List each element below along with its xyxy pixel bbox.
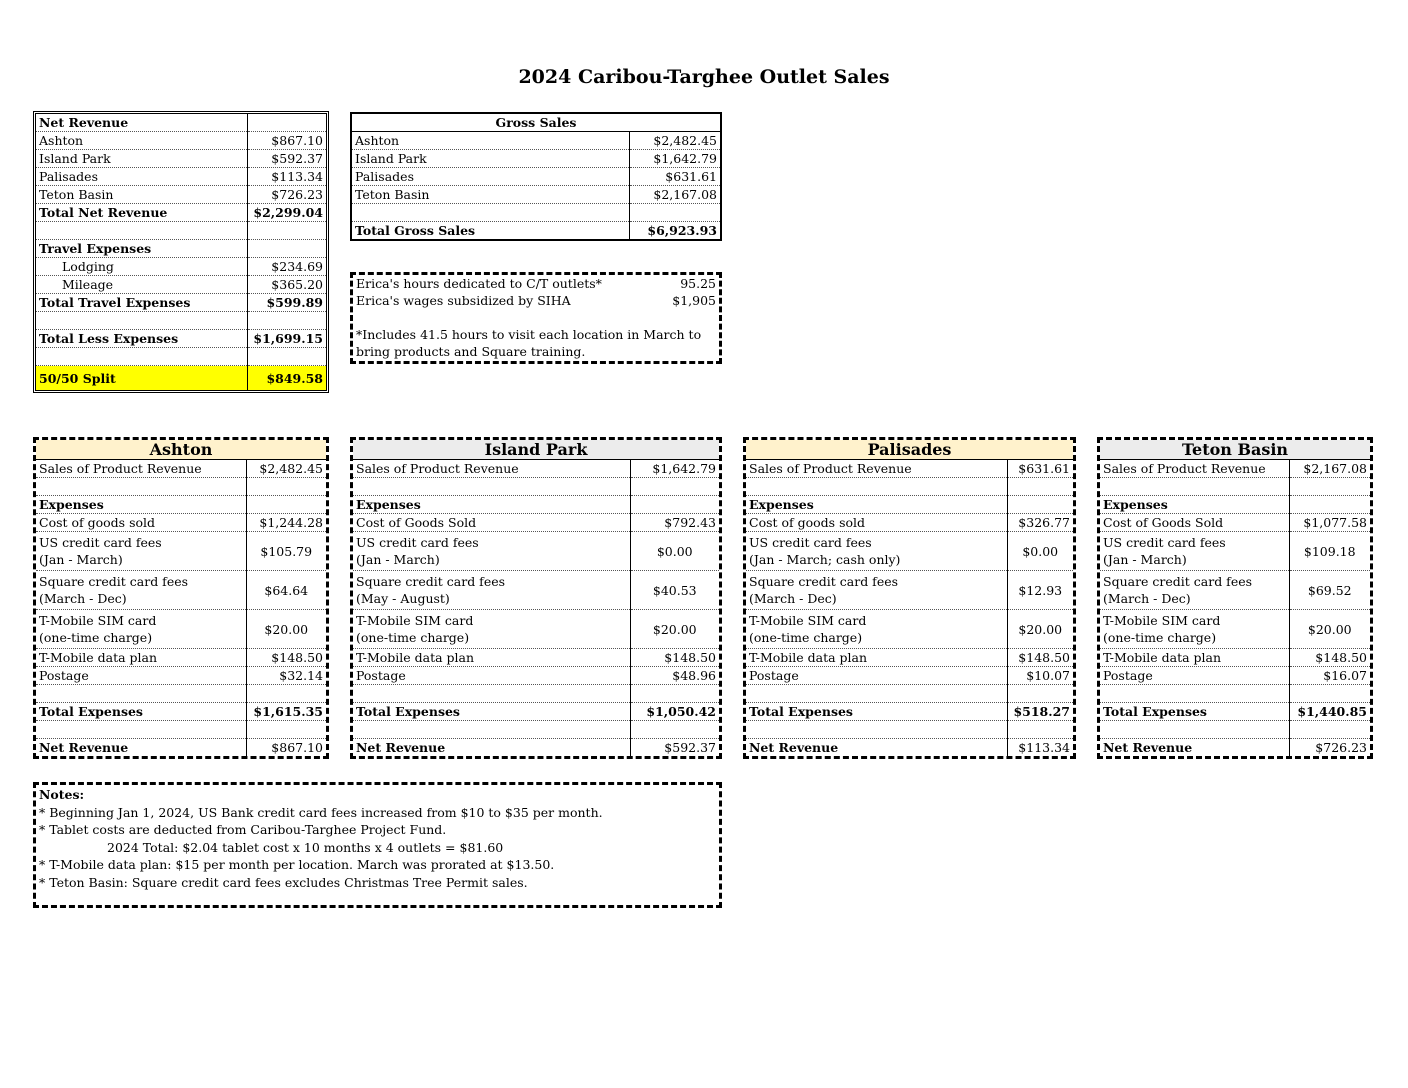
table-row: US credit card fees (Jan - March) $109.18 bbox=[1100, 532, 1370, 571]
table-row: Postage $16.07 bbox=[1100, 667, 1370, 685]
table-row: Palisades $113.34 bbox=[36, 168, 326, 186]
total-expenses-row: Total Expenses $1,440.85 bbox=[1100, 703, 1370, 721]
note-line: * T-Mobile data plan: $15 per month per location. March was prorated at $13.50. bbox=[39, 857, 555, 872]
table-row: Cost of Goods Sold $1,077.58 bbox=[1100, 514, 1370, 532]
table-row: Square credit card fees (March - Dec) $64.64 bbox=[36, 571, 326, 610]
location-table-teton-basin bbox=[1097, 437, 1373, 759]
table-row: Lodging $234.69 bbox=[36, 258, 326, 276]
expenses-header: Expenses bbox=[353, 496, 630, 514]
table-row: Sales of Product Revenue $631.61 bbox=[746, 460, 1073, 478]
table-row: Cost of goods sold $326.77 bbox=[746, 514, 1073, 532]
erica-wages-label: Erica's wages subsidized by SIHA bbox=[356, 293, 571, 308]
erica-hours-box bbox=[350, 272, 722, 364]
table-row: Ashton $867.10 bbox=[36, 132, 326, 150]
location-name: Island Park bbox=[353, 440, 719, 460]
table-row: Teton Basin $726.23 bbox=[36, 186, 326, 204]
page-title: 2024 Caribou-Targhee Outlet Sales bbox=[518, 66, 890, 88]
location-table-palisades bbox=[743, 437, 1076, 759]
total-less-row: Total Less Expenses $1,699.15 bbox=[36, 330, 326, 348]
net-revenue-header: Net Revenue bbox=[36, 114, 247, 132]
note-line: * Beginning Jan 1, 2024, US Bank credit card fees increased from $10 to $35 per month. bbox=[39, 804, 603, 820]
table-row: T-Mobile data plan $148.50 bbox=[36, 649, 326, 667]
table-row: T-Mobile SIM card (one-time charge) $20.00 bbox=[353, 610, 719, 649]
table-row: Island Park $592.37 bbox=[36, 150, 326, 168]
table-row: Square credit card fees (May - August) $40.53 bbox=[353, 571, 719, 610]
location-table-ashton bbox=[33, 437, 329, 759]
erica-wages-value: $1,905 bbox=[672, 293, 716, 308]
net-revenue-row: Net Revenue $592.37 bbox=[353, 739, 719, 757]
note-line: 2024 Total: $2.04 tablet cost x 10 months x 4 outlets = $81.60 bbox=[107, 839, 504, 855]
table-row: Square credit card fees (March - Dec) $69.52 bbox=[1100, 571, 1370, 610]
net-revenue-row: Net Revenue $726.23 bbox=[1100, 739, 1370, 757]
erica-hours-value: 95.25 bbox=[680, 276, 716, 291]
table-row: T-Mobile SIM card (one-time charge) $20.00 bbox=[746, 610, 1073, 649]
expenses-header: Expenses bbox=[746, 496, 1007, 514]
total-expenses-row: Total Expenses $1,050.42 bbox=[353, 703, 719, 721]
table-row: Postage $48.96 bbox=[353, 667, 719, 685]
note-line: * Teton Basin: Square credit card fees excludes Christmas Tree Permit sales. bbox=[39, 874, 528, 890]
note-line: * Tablet costs are deducted from Caribou-Targhee Project Fund. bbox=[39, 822, 447, 837]
table-row: T-Mobile SIM card (one-time charge) $20.00 bbox=[36, 610, 326, 649]
table-row: Sales of Product Revenue $2,167.08 bbox=[1100, 460, 1370, 478]
total-travel-row: Total Travel Expenses $599.89 bbox=[36, 294, 326, 312]
table-row: US credit card fees (Jan - March) $105.79 bbox=[36, 532, 326, 571]
expenses-header: Expenses bbox=[36, 496, 246, 514]
erica-footnote: *Includes 41.5 hours to visit each location in March to bbox=[356, 327, 702, 342]
table-row: T-Mobile data plan $148.50 bbox=[1100, 649, 1370, 667]
table-row: Postage $10.07 bbox=[746, 667, 1073, 685]
gross-sales-table bbox=[350, 112, 722, 241]
table-row: Square credit card fees (March - Dec) $12.93 bbox=[746, 571, 1073, 610]
total-expenses-row: Total Expenses $1,615.35 bbox=[36, 703, 326, 721]
net-revenue-row: Net Revenue $867.10 bbox=[36, 739, 326, 757]
location-name: Palisades bbox=[746, 440, 1073, 460]
table-row: Teton Basin $2,167.08 bbox=[352, 186, 720, 204]
table-row: T-Mobile data plan $148.50 bbox=[353, 649, 719, 667]
table-row: T-Mobile SIM card (one-time charge) $20.00 bbox=[1100, 610, 1370, 649]
gross-sales-header: Gross Sales bbox=[352, 114, 720, 132]
total-net-revenue-row: Total Net Revenue $2,299.04 bbox=[36, 204, 326, 222]
location-name: Teton Basin bbox=[1100, 440, 1370, 460]
location-name: Ashton bbox=[36, 440, 326, 460]
table-row: Cost of Goods Sold $792.43 bbox=[353, 514, 719, 532]
notes-header: Notes: bbox=[39, 787, 85, 802]
table-row: Mileage $365.20 bbox=[36, 276, 326, 294]
erica-footnote: bring products and Square training. bbox=[356, 344, 586, 359]
table-row: US credit card fees (Jan - March) $0.00 bbox=[353, 532, 719, 571]
table-row: Cost of goods sold $1,244.28 bbox=[36, 514, 326, 532]
total-expenses-row: Total Expenses $518.27 bbox=[746, 703, 1073, 721]
table-row: T-Mobile data plan $148.50 bbox=[746, 649, 1073, 667]
notes-box bbox=[33, 782, 722, 908]
table-row: Palisades $631.61 bbox=[352, 168, 720, 186]
table-row: Sales of Product Revenue $2,482.45 bbox=[36, 460, 326, 478]
erica-hours-label: Erica's hours dedicated to C/T outlets* bbox=[356, 276, 602, 291]
location-table-island-park bbox=[350, 437, 722, 759]
total-gross-row: Total Gross Sales $6,923.93 bbox=[352, 222, 720, 240]
table-row: Ashton $2,482.45 bbox=[352, 132, 720, 150]
net-revenue-row: Net Revenue $113.34 bbox=[746, 739, 1073, 757]
split-row: 50/50 Split $849.58 bbox=[36, 366, 326, 391]
net-revenue-summary bbox=[33, 111, 329, 393]
table-row: Sales of Product Revenue $1,642.79 bbox=[353, 460, 719, 478]
table-row: Postage $32.14 bbox=[36, 667, 326, 685]
table-row: US credit card fees (Jan - March; cash only) $0.00 bbox=[746, 532, 1073, 571]
table-row: Island Park $1,642.79 bbox=[352, 150, 720, 168]
expenses-header: Expenses bbox=[1100, 496, 1289, 514]
travel-expenses-header: Travel Expenses bbox=[36, 240, 247, 258]
